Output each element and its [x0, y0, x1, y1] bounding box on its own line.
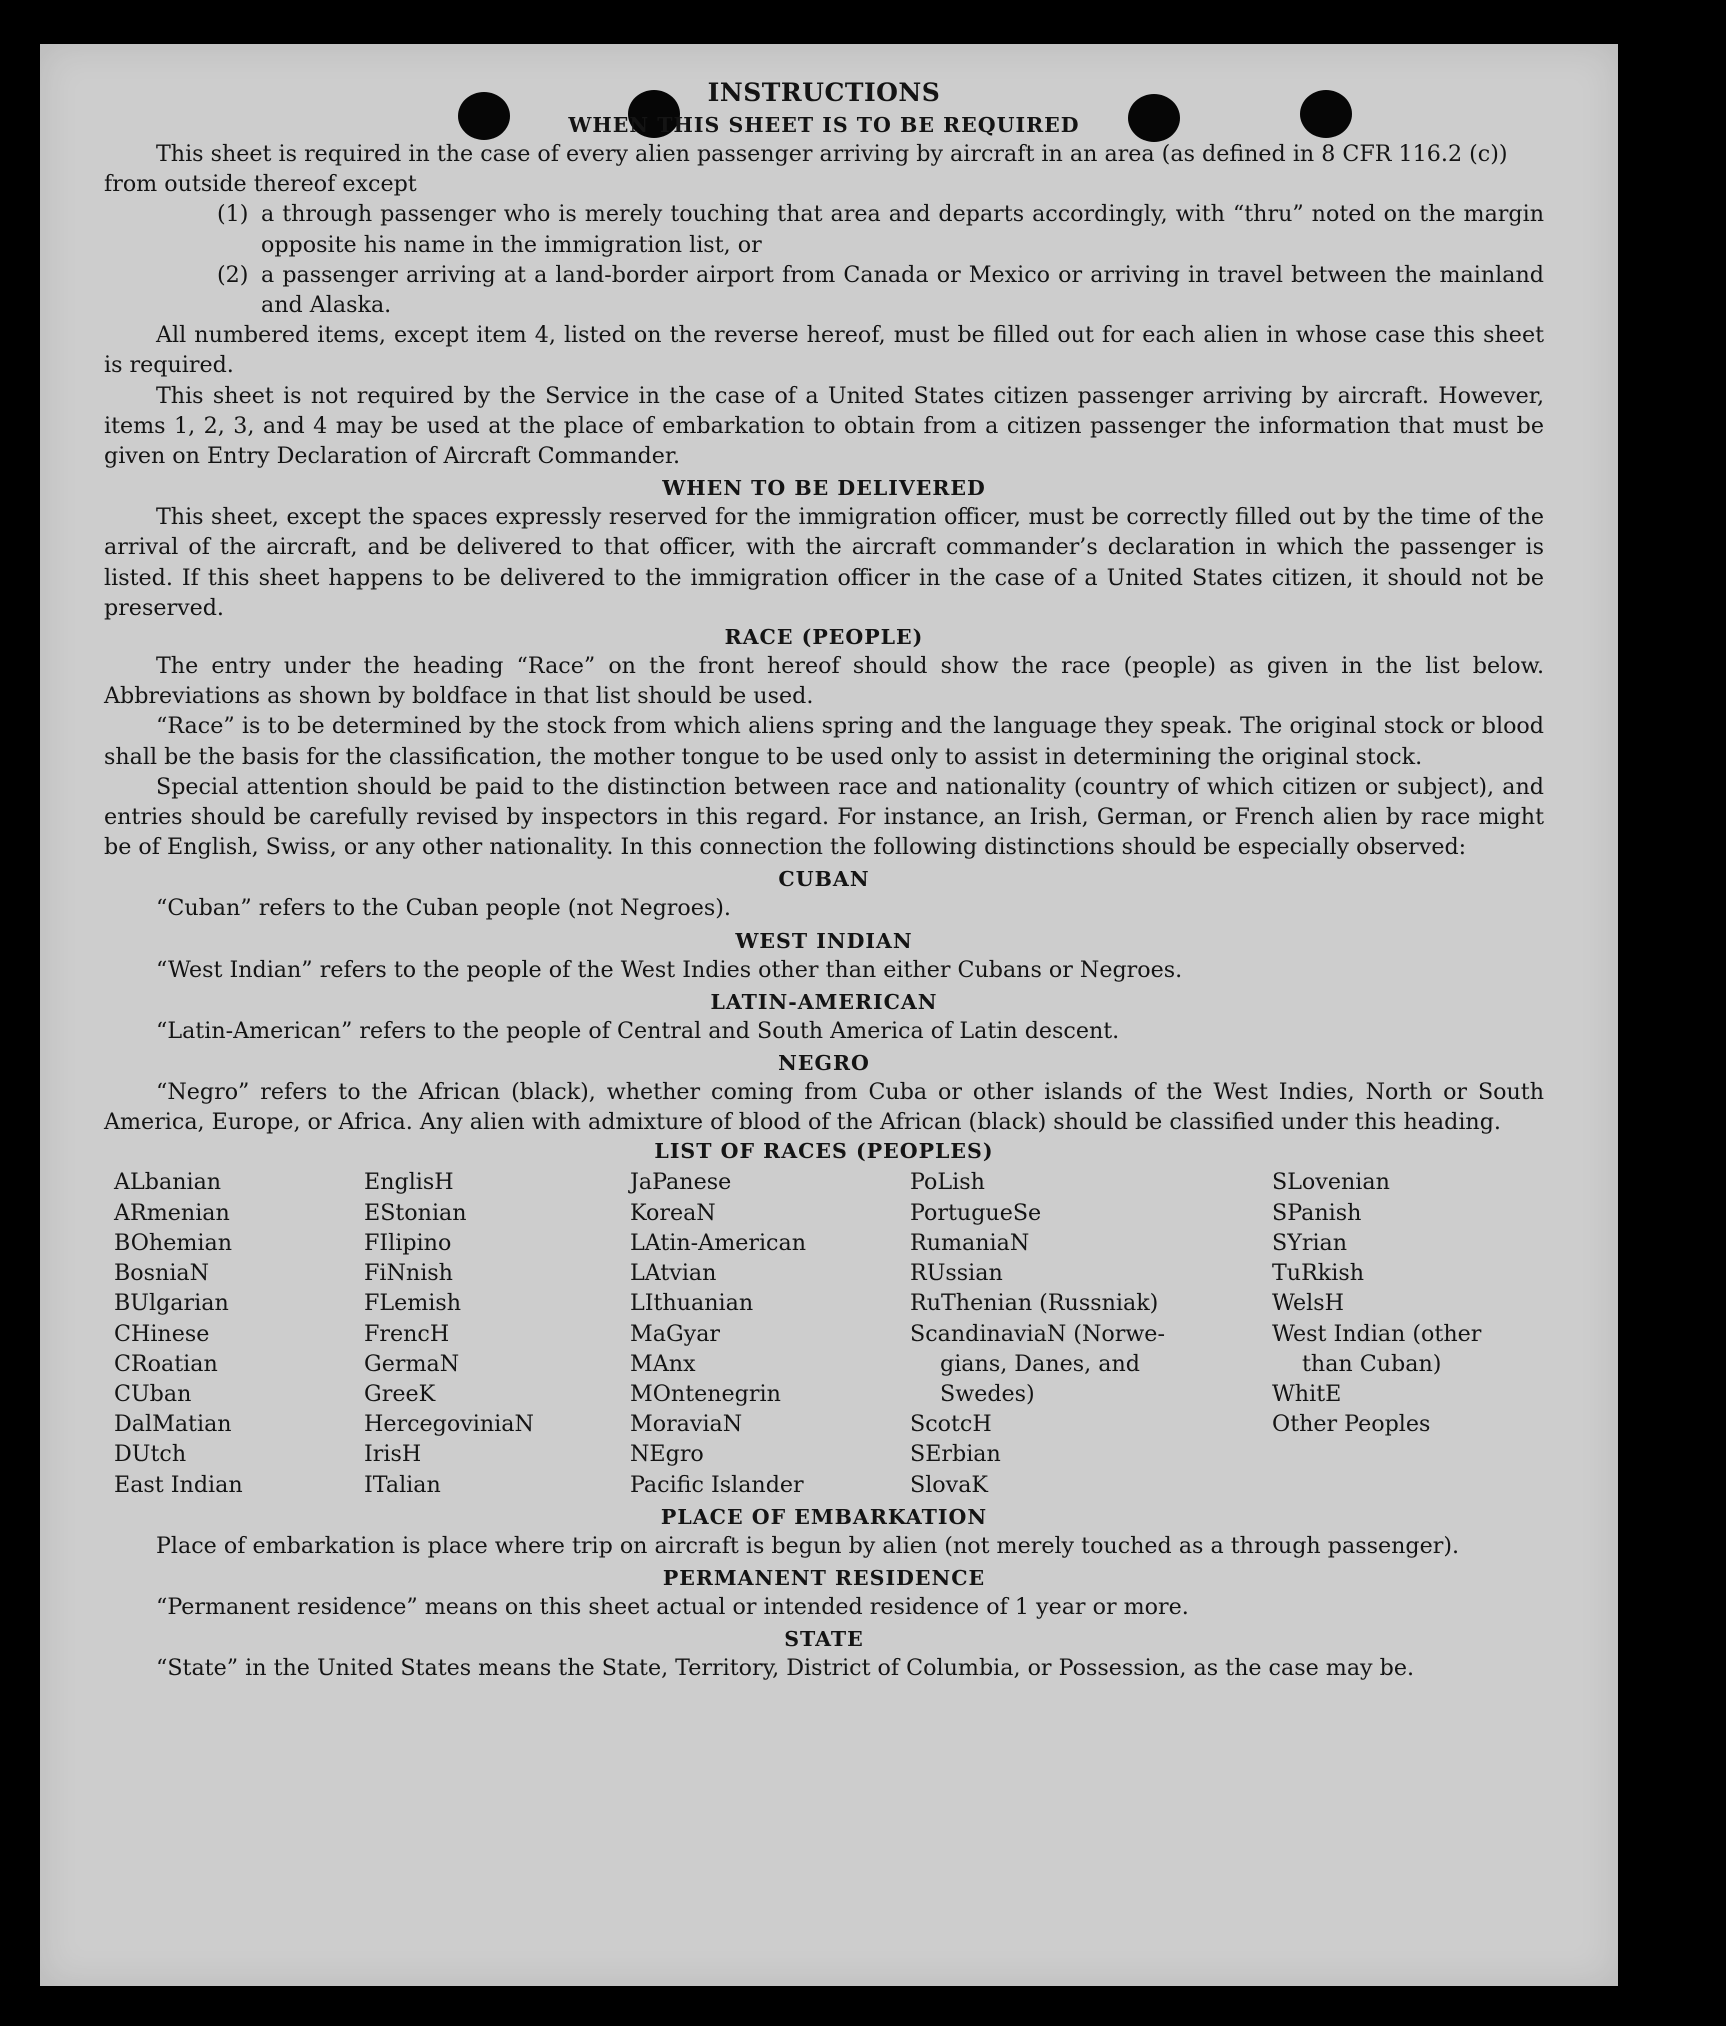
race-entry: DUtch	[114, 1441, 187, 1468]
races-column	[1272, 1167, 1522, 1499]
race-entry: SPanish	[1272, 1199, 1362, 1226]
race-entry: LIthuanian	[630, 1290, 754, 1317]
race-entry: MOntenegrin	[630, 1380, 781, 1407]
race-entry: GreeK	[364, 1380, 436, 1407]
race-entry: CRoatian	[114, 1350, 218, 1377]
races-table	[114, 1167, 1544, 1499]
instructions-content	[104, 78, 1544, 1683]
race-entry: MaGyar	[630, 1320, 721, 1347]
section-heading-list-of-races: LIST OF RACES (PEOPLES)	[654, 1139, 994, 1164]
race-entry: FrencH	[364, 1320, 450, 1347]
race-entry: FLemish	[364, 1290, 462, 1317]
race-entry: TuRkish	[1272, 1260, 1365, 1287]
race-entry: ScotcH	[910, 1411, 992, 1438]
item-number: (1)	[217, 201, 249, 228]
section-heading-when-required: WHEN THIS SHEET IS TO BE REQUIRED	[568, 113, 1080, 137]
section-heading-west-indian: WEST INDIAN	[735, 928, 913, 953]
paragraph: This sheet is not required by the Service in the case of a United States citizen passenger arriving by aircraft. However, items 1, 2, 3, and 4 may be used at the place of embarkation to obtain from a citizen passenger the information that must be given on Entry Declaration of Aircraft Commander.	[104, 382, 1544, 470]
race-entry: PortugueSe	[910, 1199, 1042, 1226]
paragraph: Special attention should be paid to the distinction between race and nationality (country of which citizen or subject), and entries should be carefully revised by inspectors in this regard. For instance, an Irish, German, or French alien by race might be of English, Swiss, or any other nationality. In this connection the following distinctions should be especially observed:	[104, 773, 1544, 861]
races-column	[910, 1167, 1272, 1499]
race-entry: SErbian	[910, 1441, 1001, 1468]
paragraph: All numbered items, except item 4, listed on the reverse hereof, must be filled out for each alien in whose case this sheet is required.	[104, 322, 1544, 379]
race-entry: BOhemian	[114, 1229, 232, 1256]
paragraph: This sheet is required in the case of every alien passenger arriving by aircraft in an area (as defined in 8 CFR 116.2 (c)) from outside thereof except	[104, 141, 1508, 198]
race-entry: than Cuban)	[1302, 1350, 1442, 1377]
paragraph: Place of embarkation is place where trip on aircraft is begun by alien (not merely touched as a through passenger).	[156, 1532, 1460, 1559]
races-column	[630, 1167, 910, 1499]
race-entry: Swedes)	[940, 1380, 1035, 1407]
section-heading-cuban: CUBAN	[778, 867, 870, 892]
list-item	[104, 260, 1544, 320]
race-entry: CHinese	[114, 1320, 210, 1347]
race-entry: West Indian (other	[1272, 1320, 1482, 1347]
race-entry: WhitE	[1272, 1380, 1342, 1407]
race-entry: PoLish	[910, 1169, 985, 1196]
race-entry: NEgro	[630, 1441, 704, 1468]
paragraph: The entry under the heading “Race” on the front hereof should show the race (people) as given in the list below. Abbreviations as shown by boldface in that list should be used.	[104, 653, 1544, 710]
race-entry: BosniaN	[114, 1260, 210, 1287]
race-entry: CUban	[114, 1380, 192, 1407]
race-entry: DalMatian	[114, 1411, 232, 1438]
paragraph: “Negro” refers to the African (black), whether coming from Cuba or other islands of the West Indies, North or South America, Europe, or Africa. Any alien with admixture of blood of the African (black) should be classified under this heading.	[104, 1079, 1544, 1136]
item-text: a through passenger who is merely touching that area and departs accordingly, with “thru” noted on the margin opposite his name in the immigration list, or	[261, 201, 1544, 258]
race-entry: Pacific Islander	[630, 1471, 804, 1498]
race-entry: ITalian	[364, 1471, 441, 1498]
item-text: a passenger arriving at a land-border airport from Canada or Mexico or arriving in travel between the mainland and Alaska.	[261, 261, 1544, 319]
paragraph: This sheet, except the spaces expressly reserved for the immigration officer, must be correctly filled out by the time of the arrival of the aircraft, and be delivered to that officer, with the aircraft commander’s declaration in which the passenger is listed. If this sheet happens to be delivered to the immigration officer in the case of a United States citizen, it should not be preserved.	[104, 504, 1544, 621]
race-entry: LAtvian	[630, 1260, 717, 1287]
race-entry: KoreaN	[630, 1199, 716, 1226]
race-entry: SLovenian	[1272, 1169, 1390, 1196]
race-entry: MoraviaN	[630, 1411, 743, 1438]
section-heading-race: RACE (PEOPLE)	[724, 625, 924, 650]
paragraph: “Latin-American” refers to the people of Central and South America of Latin descent.	[156, 1017, 1120, 1044]
race-entry: IrisH	[364, 1441, 422, 1468]
races-column	[114, 1167, 364, 1499]
section-heading-state: STATE	[784, 1627, 864, 1652]
race-entry: gians, Danes, and	[940, 1350, 1140, 1377]
paragraph: “Cuban” refers to the Cuban people (not Negroes).	[156, 895, 731, 922]
race-entry: MAnx	[630, 1350, 696, 1377]
race-entry: EnglisH	[364, 1169, 454, 1196]
race-entry: GermaN	[364, 1350, 460, 1377]
paragraph: “West Indian” refers to the people of the West Indies other than either Cubans or Negroes.	[156, 956, 1183, 983]
race-entry: SlovaK	[910, 1471, 988, 1498]
race-entry: EStonian	[364, 1199, 467, 1226]
section-heading-place-of-embarkation: PLACE OF EMBARKATION	[660, 1504, 988, 1529]
race-entry: ARmenian	[114, 1199, 230, 1226]
race-entry: Other Peoples	[1272, 1411, 1431, 1438]
page-title: INSTRUCTIONS	[707, 78, 941, 107]
paragraph: “Permanent residence” means on this sheet actual or intended residence of 1 year or more.	[156, 1593, 1189, 1620]
race-entry: ALbanian	[114, 1169, 222, 1196]
race-entry: RumaniaN	[910, 1229, 1030, 1256]
list-item	[104, 199, 1544, 259]
section-heading-negro: NEGRO	[778, 1051, 870, 1076]
races-column	[364, 1167, 630, 1499]
race-entry: BUlgarian	[114, 1290, 229, 1317]
section-heading-when-delivered: WHEN TO BE DELIVERED	[662, 476, 986, 501]
race-entry: East Indian	[114, 1471, 243, 1498]
race-entry: FIlipino	[364, 1229, 452, 1256]
race-entry: FiNnish	[364, 1260, 453, 1287]
section-heading-latin-american: LATIN-AMERICAN	[710, 989, 938, 1014]
paragraph: “Race” is to be determined by the stock from which aliens spring and the language they speak. The original stock or blood shall be the basis for the classification, the mother tongue to be used only to assist in determining the original stock.	[104, 713, 1544, 770]
section-heading-permanent-residence: PERMANENT RESIDENCE	[662, 1565, 986, 1590]
race-entry: LAtin-American	[630, 1229, 807, 1256]
race-entry: RUssian	[910, 1260, 1003, 1287]
race-entry: RuThenian (Russniak)	[910, 1290, 1159, 1317]
race-entry: SYrian	[1272, 1229, 1348, 1256]
race-entry: ScandinaviaN (Norwe-	[910, 1320, 1165, 1347]
race-entry: HercegoviniaN	[364, 1411, 534, 1438]
race-entry: JaPanese	[630, 1169, 732, 1196]
item-number: (2)	[217, 261, 249, 288]
paragraph: “State” in the United States means the State, Territory, District of Columbia, or Possession, as the case may be.	[156, 1655, 1415, 1682]
race-entry: WelsH	[1272, 1290, 1344, 1317]
